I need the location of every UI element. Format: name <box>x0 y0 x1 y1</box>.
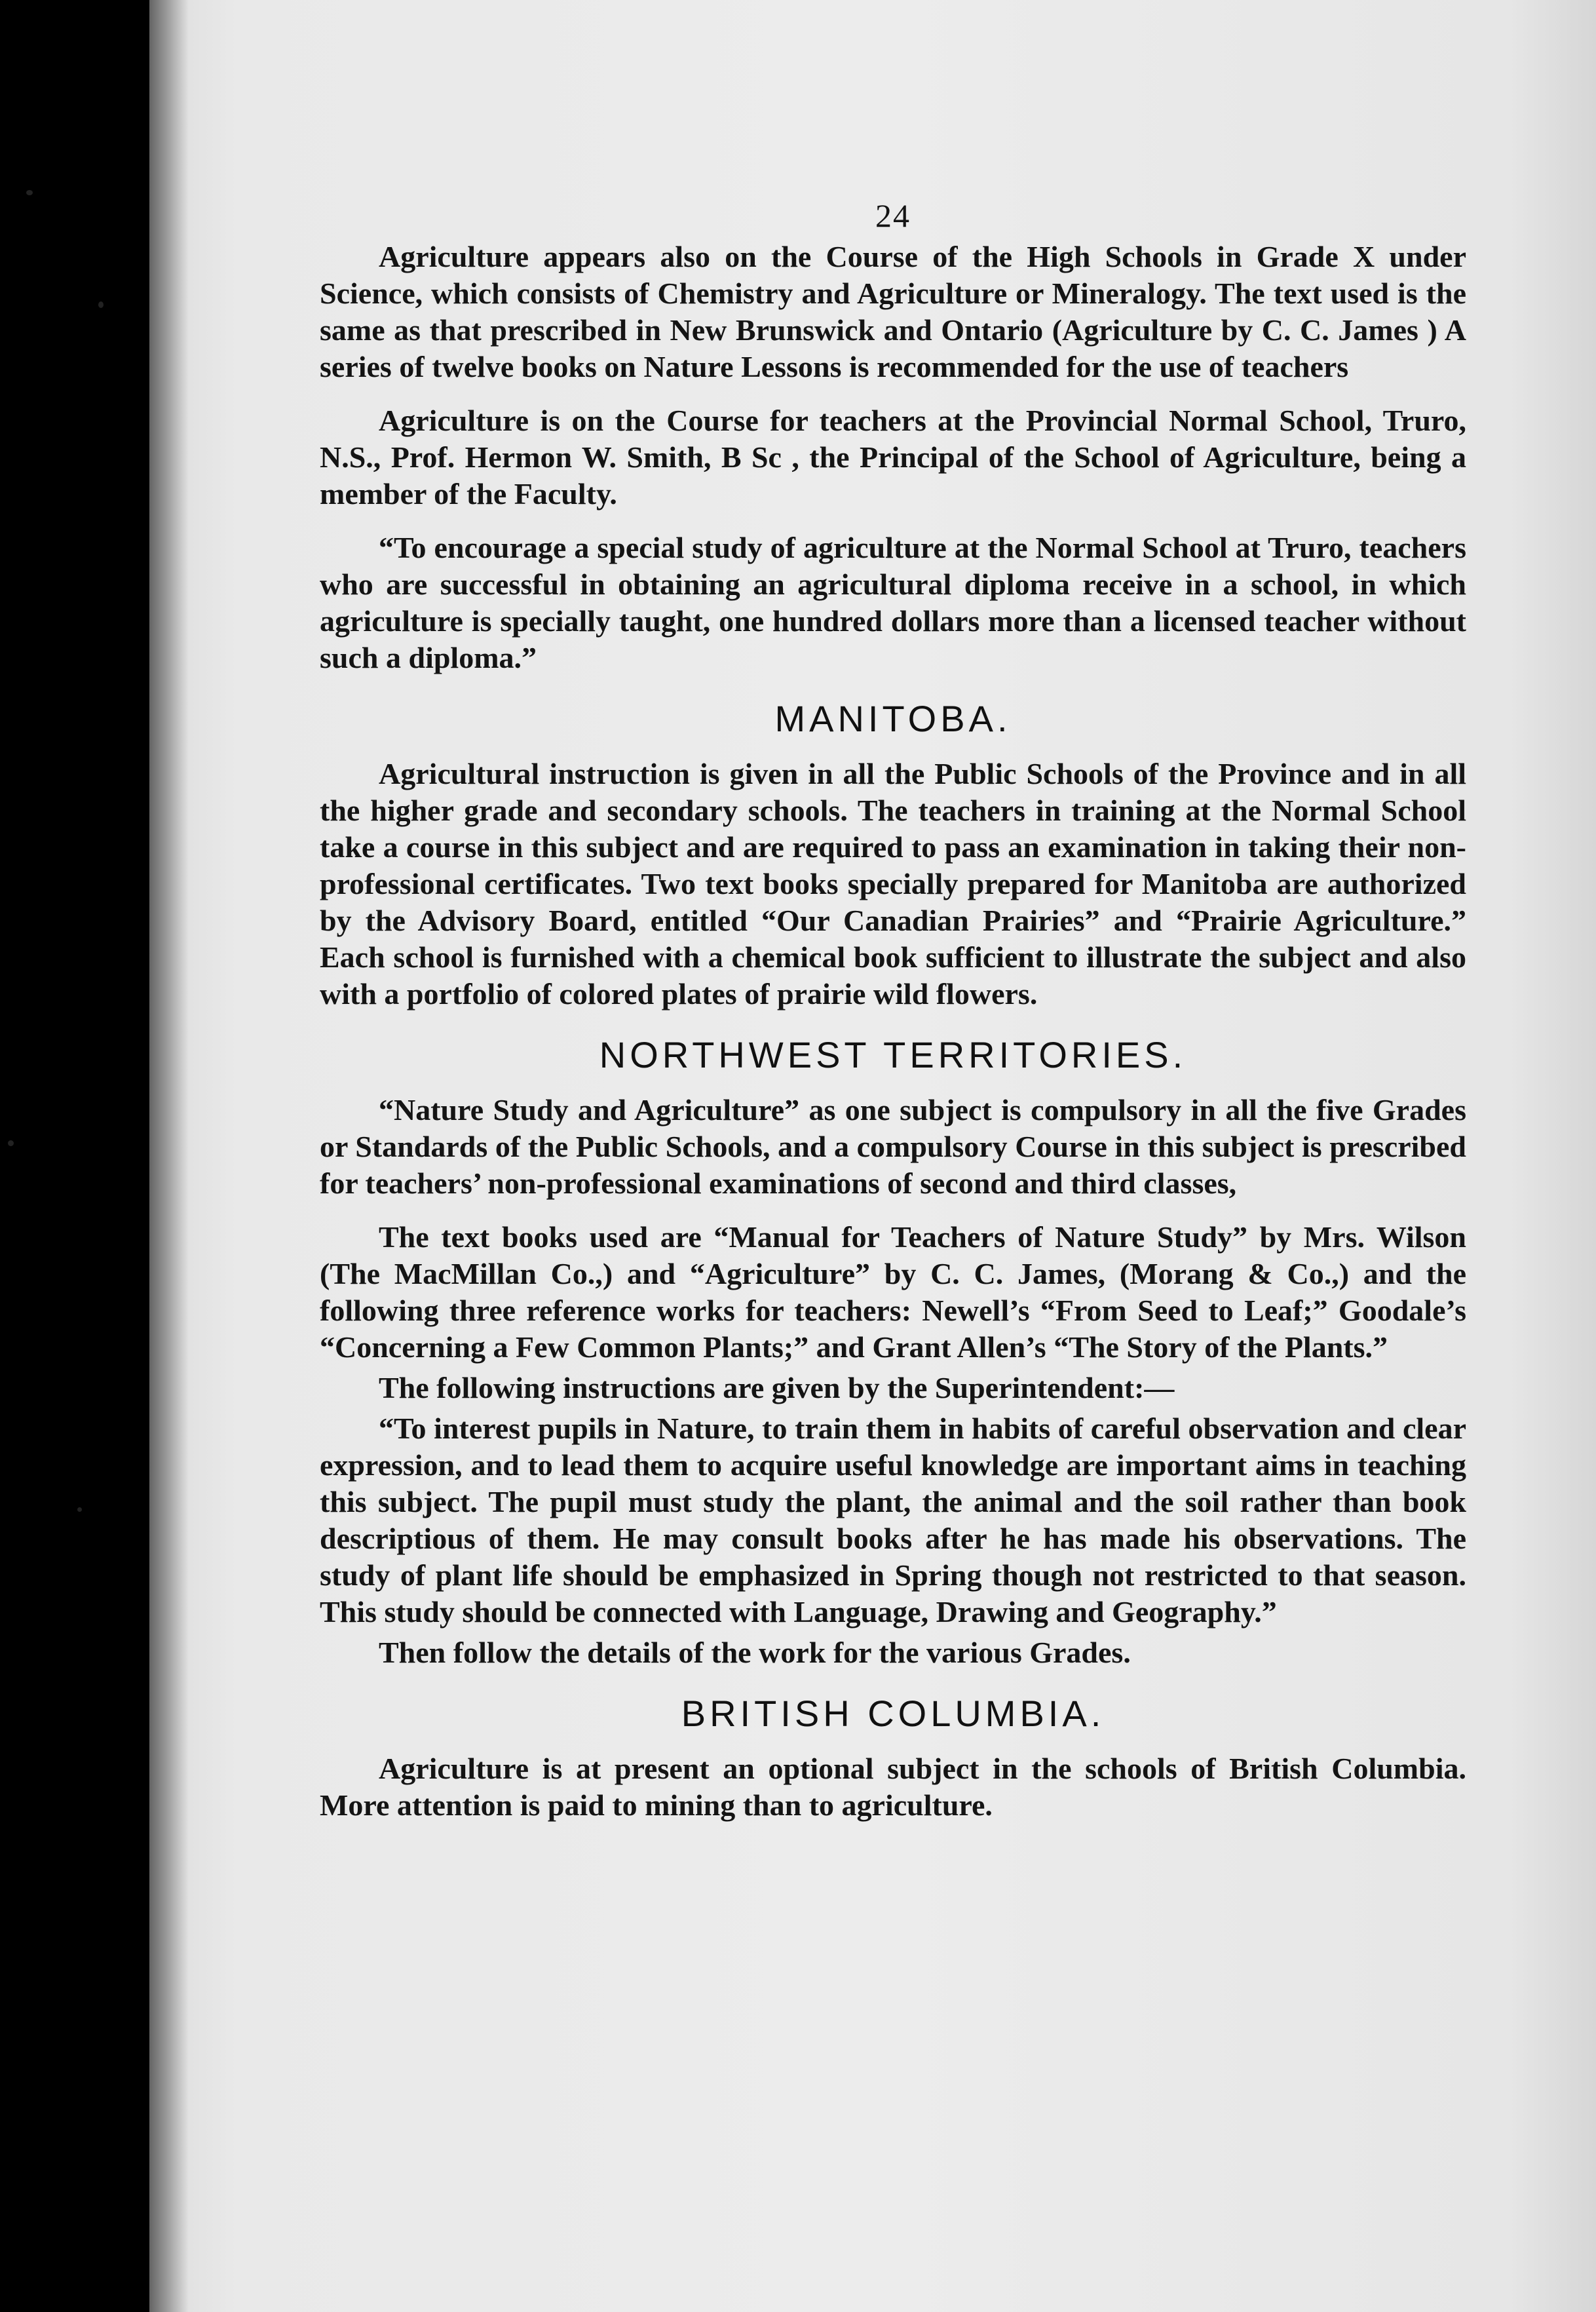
heading-british-columbia: BRITISH COLUMBIA. <box>681 1693 1105 1734</box>
page-text <box>320 197 1466 1824</box>
paper-page <box>149 0 1596 2312</box>
speck <box>77 1507 82 1512</box>
heading-manitoba: MANITOBA. <box>774 698 1012 739</box>
northwest-paragraph-3: The following instructions are given by the Superintendent:— <box>379 1371 1175 1404</box>
page-edge-shadow <box>149 0 189 2312</box>
intro-paragraph-2: Agriculture is on the Course for teachers at the Provincial Normal School, Truro, N.S., Prof. Hermon W. Smith, B Sc , the Principal of the School of Agriculture, being a member of the Faculty. <box>320 404 1466 511</box>
intro-paragraph-3: “To encourage a special study of agriculture at the Normal School at Truro, teachers who are successful in obtaining an agricultural diploma receive in a school, in which agriculture is specially taught, one hundred dollars more than a licensed teacher without such a diploma.” <box>320 531 1466 674</box>
northwest-paragraph-2: The text books used are “Manual for Teachers of Nature Study” by Mrs. Wilson (The MacMillan Co.,) and “Agriculture” by C. C. James, (Morang & Co.,) and the following three reference works for teachers: Newell’s “From Seed to Leaf;” Goodale’s “Concerning a Few Common Plants;” and Grant Allen’s “The Story of the Plants.” <box>320 1220 1466 1364</box>
speck <box>26 190 33 195</box>
northwest-paragraph-5: Then follow the details of the work for the various Grades. <box>379 1636 1131 1669</box>
northwest-paragraph-4: “To interest pupils in Nature, to train them in habits of careful observation and clear expression, and to lead them to acquire useful knowledge are important aims in teaching this subject. The pupil must study the plant, the animal and the soil rather than book descriptious of them. He may consult books after he has made his observations. The study of plant life should be emphasized in Spring though not restricted to that season. This study should be connected with Language, Drawing and Geography.” <box>320 1412 1466 1628</box>
british-columbia-paragraph-1: Agriculture is at present an optional subject in the schools of British Columbia. More attention is paid to mining than to agriculture. <box>320 1752 1466 1822</box>
speck <box>8 1140 14 1146</box>
page-number: 24 <box>875 197 911 234</box>
intro-paragraph-1: Agriculture appears also on the Course of the High Schools in Grade X under Science, which consists of Chemistry and Agriculture or Mineralogy. The text used is the same as that prescribed in New Brunswick and Ontario (Agriculture by C. C. James ) A series of twelve books on Nature Lessons is recommended for the use of teachers <box>320 240 1466 383</box>
manitoba-paragraph-1: Agricultural instruction is given in all the Public Schools of the Province and in all the higher grade and secondary schools. The teachers in training at the Normal School take a course in this subject and are required to pass an examination in taking their non-professional certificates. Two text books specially prepared for Manitoba are authorized by the Advisory Board, entitled “Our Canadian Prairies” and “Prairie Agriculture.” Each school is furnished with a chemical book sufficient to illustrate the subject and also with a portfolio of colored plates of prairie wild flowers. <box>320 757 1466 1011</box>
speck <box>98 301 104 308</box>
heading-northwest-territories: NORTHWEST TERRITORIES. <box>599 1034 1187 1075</box>
northwest-paragraph-1: “Nature Study and Agriculture” as one subject is compulsory in all the five Grades or Standards of the Public Schools, and a compulsory Course in this subject is prescribed for teachers’ non-professional examinations of second and third classes, <box>320 1093 1466 1200</box>
